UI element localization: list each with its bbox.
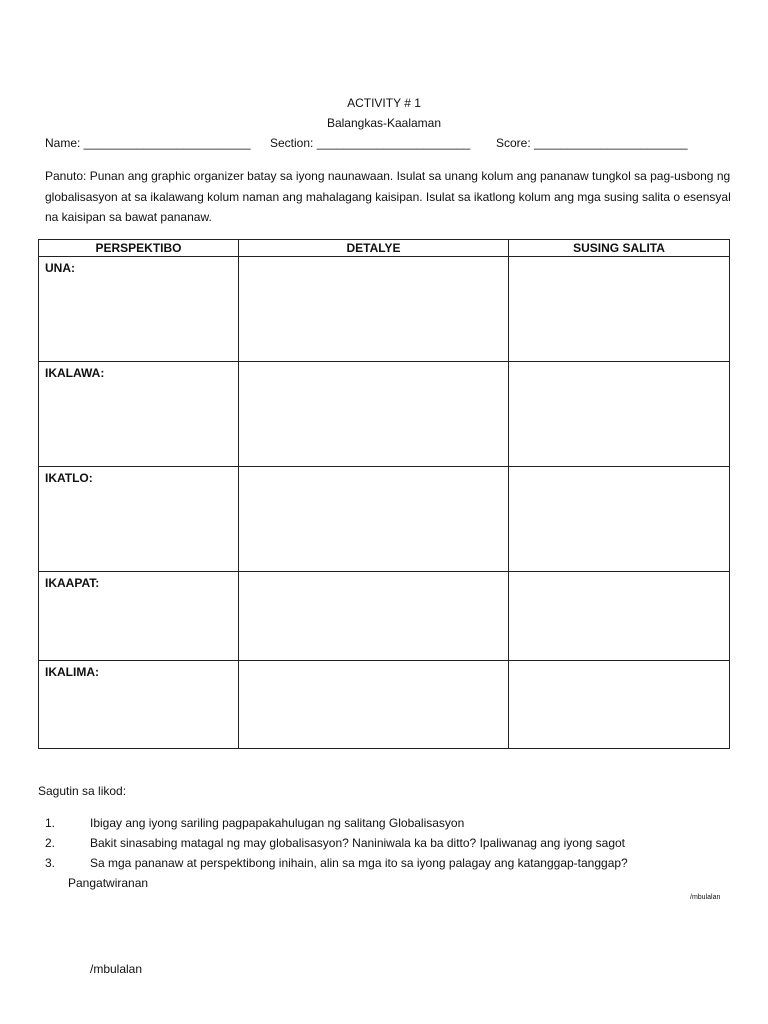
detalye-cell[interactable] — [239, 362, 509, 467]
table-row — [39, 257, 730, 362]
row-label-ikaapat: IKAAPAT: — [39, 572, 239, 661]
row-label-ikatlo: IKATLO: — [39, 467, 239, 572]
section-field[interactable]: Section: _______________________ — [270, 136, 471, 150]
header-detalye: DETALYE — [239, 240, 509, 257]
signature-small: /mbulalan — [690, 894, 721, 901]
header-perspektibo: PERSPEKTIBO — [39, 240, 239, 257]
detalye-cell[interactable] — [239, 257, 509, 362]
question-text: Ibigay ang iyong sariling pagpapakahulugan ng salitang Globalisasyon — [90, 816, 465, 830]
susing-salita-cell[interactable] — [509, 362, 730, 467]
question-text: Bakit sinasabing matagal ng may globalisasyon? Naniniwala ka ba ditto? Ipaliwanag ang iyong sagot — [90, 836, 626, 850]
signature: /mbulalan — [90, 962, 143, 976]
question-number: 3. — [45, 856, 56, 870]
table-row — [39, 467, 730, 572]
instructions-paragraph: Panuto: Punan ang graphic organizer batay sa iyong naunawaan. Isulat sa unang kolum ang pananaw tungkol sa pag-usbong ng globalisasyon at sa ikalawang kolum naman ang mahalagang kaisipan. Isulat sa ikatlong kolum ang mga susing salita o esensyal na kaisipan sa bawat pananaw. — [45, 169, 731, 224]
detalye-cell[interactable] — [239, 572, 509, 661]
question-number: 1. — [45, 816, 56, 830]
question-continuation: Pangatwiranan — [68, 876, 149, 890]
question-text: Sa mga pananaw at perspektibong inihain, alin sa mga ito sa iyong palagay ang katanggap-tanggap? — [90, 856, 628, 870]
activity-subtitle: Balangkas-Kaalaman — [326, 116, 442, 130]
question-number: 2. — [45, 836, 56, 850]
table-row — [39, 572, 730, 661]
susing-salita-cell[interactable] — [509, 661, 730, 749]
susing-salita-cell[interactable] — [509, 257, 730, 362]
table-row — [39, 362, 730, 467]
name-field[interactable]: Name: _________________________ — [45, 136, 251, 150]
graphic-organizer-table — [38, 239, 730, 749]
susing-salita-cell[interactable] — [509, 467, 730, 572]
detalye-cell[interactable] — [239, 467, 509, 572]
row-label-ikalima: IKALIMA: — [39, 661, 239, 749]
score-field[interactable]: Score: _______________________ — [496, 136, 688, 150]
questions-heading: Sagutin sa likod: — [38, 784, 127, 798]
row-label-ikalawa: IKALAWA: — [39, 362, 239, 467]
table-header-row — [39, 240, 730, 257]
table-row — [39, 661, 730, 749]
activity-title: ACTIVITY # 1 — [347, 96, 421, 110]
header-susing-salita: SUSING SALITA — [509, 240, 730, 257]
detalye-cell[interactable] — [239, 661, 509, 749]
susing-salita-cell[interactable] — [509, 572, 730, 661]
row-label-una: UNA: — [39, 257, 239, 362]
